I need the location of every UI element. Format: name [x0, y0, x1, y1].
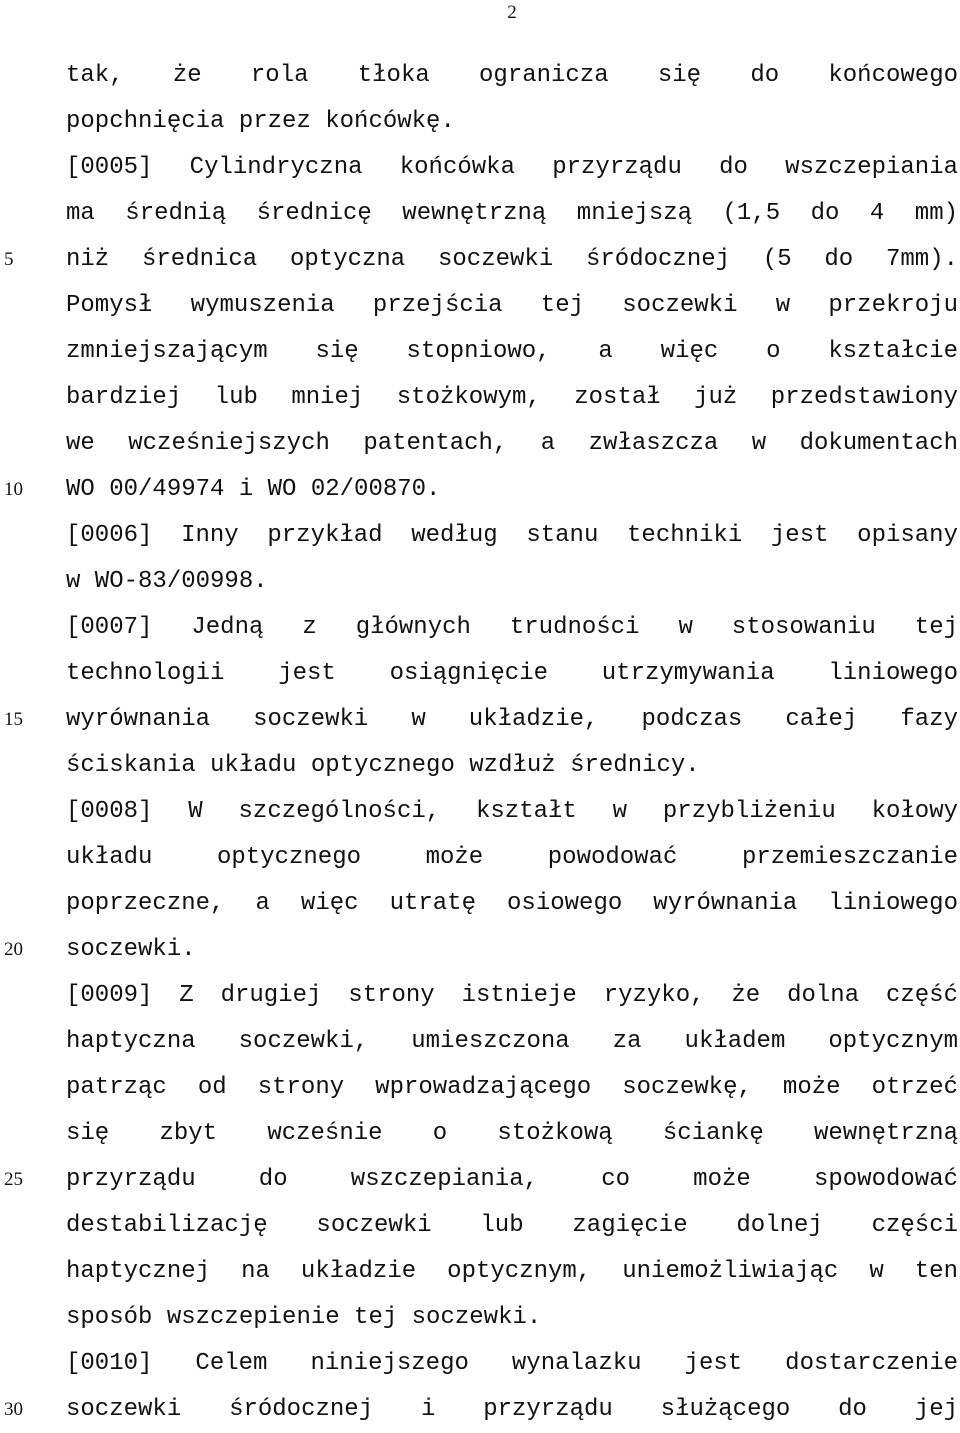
line-number-15: 15 — [4, 709, 23, 730]
text-line: układu optycznego może powodować przemieszczanie — [66, 844, 958, 871]
body-text — [66, 53, 958, 1433]
text-line: bardziej lub mniej stożkowym, został już przedstawiony — [66, 384, 958, 411]
text-line: niż średnica optyczna soczewki śródocznej (5 do 7mm). — [66, 246, 958, 273]
text-line: zmniejszającym się stopniowo, a więc o kształcie — [66, 338, 958, 365]
text-line: Pomysł wymuszenia przejścia tej soczewki w przekroju — [66, 292, 958, 319]
text-line: WO 00/49974 i WO 02/00870. — [66, 476, 441, 503]
text-line: przyrządu do wszczepiania, co może spowodować — [66, 1166, 958, 1193]
text-line: [0007] Jedną z głównych trudności w stosowaniu tej — [66, 614, 958, 641]
line-number-10: 10 — [4, 479, 23, 500]
text-line: [0006] Inny przykład według stanu techniki jest opisany — [66, 522, 958, 549]
line-number-5: 5 — [4, 249, 14, 270]
text-line: haptyczna soczewki, umieszczona za układem optycznym — [66, 1028, 958, 1055]
text-line: technologii jest osiągnięcie utrzymywania liniowego — [66, 660, 958, 687]
line-number-20: 20 — [4, 939, 23, 960]
text-line: ściskania układu optycznego wzdłuż średnicy. — [66, 752, 700, 779]
text-line: popchnięcia przez końcówkę. — [66, 108, 455, 135]
text-line: [0005] Cylindryczna końcówka przyrządu do wszczepiania — [66, 154, 958, 181]
text-line: haptycznej na układzie optycznym, uniemożliwiając w ten — [66, 1258, 958, 1285]
line-number-25: 25 — [4, 1169, 23, 1190]
page-number: 2 — [507, 2, 517, 23]
text-line: sposób wszczepienie tej soczewki. — [66, 1304, 542, 1331]
text-line: tak, że rola tłoka ogranicza się do końcowego — [66, 62, 958, 89]
text-line: soczewki śródocznej i przyrządu służącego do jej — [66, 1396, 958, 1423]
text-line: wyrównania soczewki w układzie, podczas całej fazy — [66, 706, 958, 733]
text-line: się zbyt wcześnie o stożkową ściankę wewnętrzną — [66, 1120, 958, 1147]
text-line: soczewki. — [66, 936, 196, 963]
text-line: w WO-83/00998. — [66, 568, 268, 595]
line-number-30: 30 — [4, 1399, 23, 1420]
text-line: we wcześniejszych patentach, a zwłaszcza w dokumentach — [66, 430, 958, 457]
text-line: [0010] Celem niniejszego wynalazku jest dostarczenie — [66, 1350, 958, 1377]
text-line: [0009] Z drugiej strony istnieje ryzyko, że dolna część — [66, 982, 958, 1009]
text-line: destabilizację soczewki lub zagięcie dolnej części — [66, 1212, 958, 1239]
text-line: [0008] W szczególności, kształt w przybliżeniu kołowy — [66, 798, 958, 825]
text-line: poprzeczne, a więc utratę osiowego wyrównania liniowego — [66, 890, 958, 917]
text-line: ma średnią średnicę wewnętrzną mniejszą (1,5 do 4 mm) — [66, 200, 958, 227]
text-line: patrząc od strony wprowadzającego soczewkę, może otrzeć — [66, 1074, 958, 1101]
